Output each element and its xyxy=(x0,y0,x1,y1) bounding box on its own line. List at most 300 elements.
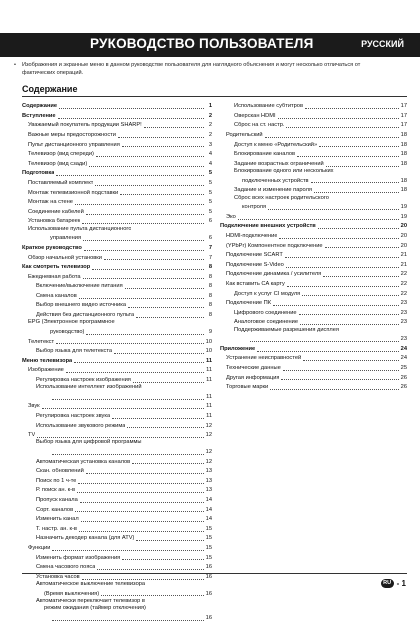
toc-entry-title: Другая информация xyxy=(226,374,280,381)
toc-entry-title: Изображение xyxy=(28,367,64,374)
toc-entry-title: Устранение неисправностей xyxy=(226,355,302,362)
toc-entry xyxy=(22,149,212,159)
toc-leader-dots xyxy=(144,120,204,128)
toc-entry xyxy=(22,197,212,207)
toc-entry xyxy=(220,250,407,260)
notice-text xyxy=(14,61,382,77)
toc-leader-dots xyxy=(250,334,399,342)
toc-entry-page: 18 xyxy=(400,160,407,167)
toc-leader-dots xyxy=(79,524,204,532)
toc-entry-page: 26 xyxy=(400,384,407,391)
toc-entry xyxy=(22,336,212,346)
toc-leader-dots xyxy=(75,197,204,205)
toc-entry-title: Блокирование каналов xyxy=(234,151,296,158)
toc-entry xyxy=(22,346,212,356)
toc-entry-page: 21 xyxy=(400,261,407,268)
toc-entry-title: Сброс на ст. настр. xyxy=(234,122,285,129)
toc-entry-page: 23 xyxy=(400,319,407,326)
toc-entry xyxy=(220,202,407,212)
toc-entry-title: Телевизор (вид сзади) xyxy=(28,160,88,167)
toc-entry-page: 8 xyxy=(208,302,212,309)
toc-leader-dots xyxy=(326,159,399,167)
toc-entry xyxy=(22,466,212,476)
toc-entry-title: Регулировка настроек изображения xyxy=(36,376,131,383)
toc-entry xyxy=(22,243,212,253)
toc-entry-title: Доступ к услуг CI модуля xyxy=(234,290,301,297)
toc-entry xyxy=(220,298,407,308)
toc-entry-title: TV xyxy=(28,432,36,439)
toc-entry-page: 5 xyxy=(208,199,212,206)
toc-entry-page: 18 xyxy=(400,187,407,194)
toc-entry-page: 3 xyxy=(208,141,212,148)
toc-leader-dots xyxy=(86,327,204,335)
manual-title: РУКОВОДСТВО ПОЛЬЗОВАТЕЛЯ xyxy=(90,36,314,51)
toc-entry xyxy=(220,372,407,382)
toc-entry xyxy=(22,447,212,457)
toc-entry xyxy=(220,353,407,363)
toc-leader-dots xyxy=(118,130,204,138)
toc-entry xyxy=(22,355,212,365)
toc-entry-title: Торговые марки xyxy=(226,384,269,391)
toc-entry xyxy=(220,279,407,289)
divider-bottom xyxy=(22,573,407,574)
toc-entry-title: Подключение SCART xyxy=(226,252,283,259)
toc-leader-dots xyxy=(82,216,204,224)
toc-entry-page: 14 xyxy=(205,497,212,504)
toc-entry-title: Установка батареек xyxy=(28,218,81,225)
toc-leader-dots xyxy=(114,346,204,354)
toc-entry xyxy=(22,327,212,337)
toc-entry xyxy=(22,439,212,446)
toc-entry-title: Меню телевизора xyxy=(22,357,73,364)
toc-entry-title: Телетекст xyxy=(28,338,55,345)
toc-entry-title: Выбор языка для телетекста xyxy=(36,348,113,355)
toc-entry xyxy=(220,149,407,159)
toc-entry-page: 11 xyxy=(206,376,212,383)
toc-leader-dots xyxy=(52,613,204,621)
toc-entry xyxy=(220,120,407,130)
page-number: - 1 xyxy=(396,579,406,588)
toc-leader-dots xyxy=(300,317,399,325)
toc-entry xyxy=(22,401,212,411)
toc-leader-dots xyxy=(299,307,399,315)
toc-entry-title: Подключение динамика / усилителя xyxy=(226,271,322,278)
toc-entry-title: Пропуск канала xyxy=(36,497,78,504)
toc-entry xyxy=(220,288,407,298)
toc-leader-dots xyxy=(59,101,204,109)
toc-entry-page: 16 xyxy=(205,564,212,571)
toc-entry-title: Приложение xyxy=(220,345,256,352)
toc-entry xyxy=(220,111,407,121)
toc-entry-page: 16 xyxy=(205,614,212,621)
toc-leader-dots xyxy=(78,476,203,484)
toc-entry-page: 23 xyxy=(400,309,407,316)
toc-entry-title: Сброс всех настроек родительского xyxy=(234,194,329,201)
toc-entry xyxy=(220,130,407,140)
toc-entry-title: Уважаемый покупатель продукции SHARP! xyxy=(28,122,142,129)
toc-entry-page: 5 xyxy=(208,170,212,177)
page-header xyxy=(0,33,420,57)
toc-entry xyxy=(22,233,212,243)
toc-entry-page: 11 xyxy=(205,357,212,364)
toc-entry-title: (YPbPr) Компонентное подключение xyxy=(226,242,323,249)
toc-entry-page: 18 xyxy=(400,141,407,148)
toc-entry-page: 8 xyxy=(208,292,212,299)
toc-entry xyxy=(220,175,407,185)
toc-entry-page: 14 xyxy=(205,506,212,513)
toc-entry-title: Поддерживаемые разрешения дисплея xyxy=(234,326,339,333)
toc-entry-page: 2 xyxy=(208,122,212,129)
toc-entry-page: 5 xyxy=(208,189,212,196)
toc-entry xyxy=(22,495,212,505)
toc-entry xyxy=(22,226,212,233)
toc-entry-title: Подключение внешних устройств xyxy=(220,223,316,230)
toc-entry xyxy=(22,130,212,140)
toc-leader-dots xyxy=(297,149,399,157)
toc-leader-dots xyxy=(281,372,398,380)
toc-entry-title: Эко xyxy=(226,213,236,220)
toc-leader-dots xyxy=(325,240,399,248)
toc-entry-title: Использование пульта дистанционного xyxy=(28,225,132,232)
toc-leader-dots xyxy=(75,504,204,512)
toc-entry xyxy=(220,139,407,149)
toc-entry xyxy=(22,562,212,572)
toc-leader-dots xyxy=(127,420,203,428)
toc-entry xyxy=(22,485,212,495)
section-title: Содержание xyxy=(22,84,78,94)
toc-entry-page: 12 xyxy=(205,458,212,465)
toc-entry-page: 19 xyxy=(400,204,407,211)
toc-leader-dots xyxy=(81,514,204,522)
toc-leader-dots xyxy=(303,353,399,361)
toc-entry-page: 2 xyxy=(208,132,212,139)
toc-leader-dots xyxy=(52,392,204,400)
toc-entry-title: Вступление xyxy=(22,112,56,119)
toc-entry-title: Включение/выключение питания xyxy=(36,283,123,290)
toc-entry-title: (Время выключения) xyxy=(44,590,100,597)
toc-leader-dots xyxy=(95,178,204,186)
toc-leader-dots xyxy=(79,291,204,299)
toc-entry-page: 8 xyxy=(208,273,212,280)
toc-entry xyxy=(22,168,212,178)
toc-entry-page: 15 xyxy=(205,554,212,561)
toc-entry xyxy=(22,411,212,421)
toc-leader-dots xyxy=(314,185,399,193)
toc-entry-page: 22 xyxy=(400,290,407,297)
toc-entry-title: Автоматическое выключение телевизора xyxy=(36,581,146,588)
toc-entry xyxy=(220,307,407,317)
toc-entry-title: Назначить декодер канала (для ATV) xyxy=(36,535,135,542)
toc-entry-title: Задание и изменение пароля xyxy=(234,187,312,194)
toc-entry-page: 22 xyxy=(400,280,407,287)
toc-entry-page: 8 xyxy=(208,264,212,271)
toc-leader-dots xyxy=(268,202,399,210)
toc-entry-title: Обзор начальной установки xyxy=(28,254,102,261)
toc-entry-title: Родительский xyxy=(226,132,263,139)
toc-leader-dots xyxy=(84,243,204,251)
toc-leader-dots xyxy=(120,187,204,195)
toc-entry-title: Телевизор (вид спереди) xyxy=(28,151,94,158)
toc-entry-page: 18 xyxy=(400,151,407,158)
toc-entry xyxy=(22,533,212,543)
toc-entry-page: 17 xyxy=(400,112,407,119)
toc-leader-dots xyxy=(56,336,204,344)
toc-entry-page: 1 xyxy=(208,103,212,110)
toc-entry xyxy=(22,588,212,598)
toc-leader-dots xyxy=(132,456,203,464)
toc-entry-title: Оверскан HDMI xyxy=(234,112,276,119)
toc-leader-dots xyxy=(83,271,204,279)
toc-entry-title: Т. настр. ан. к-в xyxy=(36,525,77,532)
toc-entry-title: Поставляемый комплект xyxy=(28,180,94,187)
toc-entry-page: 17 xyxy=(400,103,407,110)
toc-entry-title: Подключение ПК xyxy=(226,300,272,307)
toc-entry-title: Соединение кабелей xyxy=(28,208,84,215)
toc-leader-dots xyxy=(52,543,203,551)
toc-entry-page: 15 xyxy=(205,535,212,542)
toc-entry-title: Действия без дистанционного пульта xyxy=(36,312,135,319)
toc-entry xyxy=(22,120,212,130)
toc-entry-title: Функции xyxy=(28,545,51,552)
toc-leader-dots xyxy=(52,447,204,455)
toc-entry xyxy=(220,212,407,222)
toc-entry-page: 13 xyxy=(205,468,212,475)
toc-leader-dots xyxy=(83,233,204,241)
toc-entry-title: Доступ к меню «Родительский» xyxy=(234,141,318,148)
toc-entry xyxy=(22,375,212,385)
toc-leader-dots xyxy=(125,281,204,289)
toc-entry-page: 23 xyxy=(400,300,407,307)
toc-entry-page: 15 xyxy=(205,545,212,552)
toc-leader-dots xyxy=(89,159,204,167)
toc-entry xyxy=(220,382,407,392)
toc-entry-page: 12 xyxy=(205,422,212,429)
toc-leader-dots xyxy=(285,250,399,258)
toc-leader-dots xyxy=(122,139,204,147)
toc-entry-page: 11 xyxy=(206,413,212,419)
language-label: РУССКИЙ xyxy=(361,39,404,49)
toc-left-column xyxy=(22,101,212,622)
toc-entry xyxy=(22,252,212,262)
toc-entry xyxy=(220,344,407,354)
toc-entry xyxy=(220,317,407,327)
toc-leader-dots xyxy=(58,111,204,119)
toc-entry-title: Использование звукового режима xyxy=(36,422,126,429)
toc-entry-title: Содержание xyxy=(22,103,58,110)
toc-entry-title: Как смотреть телевизор xyxy=(22,264,91,271)
toc-entry xyxy=(22,319,212,326)
toc-entry xyxy=(22,476,212,486)
toc-entry-title: Поиск по 1 ч-те xyxy=(36,477,77,484)
toc-entry xyxy=(22,384,212,391)
toc-entry xyxy=(22,392,212,402)
toc-leader-dots xyxy=(122,552,203,560)
toc-entry-title: Смена каналов xyxy=(36,292,77,299)
toc-leader-dots xyxy=(86,466,204,474)
language-badge: RU xyxy=(381,579,394,588)
toc-leader-dots xyxy=(302,288,398,296)
toc-entry xyxy=(22,613,212,622)
toc-entry-page: 9 xyxy=(208,328,212,335)
toc-entry-page: 15 xyxy=(205,525,212,532)
toc-leader-dots xyxy=(112,411,204,419)
toc-entry xyxy=(22,605,212,612)
toc-entry xyxy=(22,300,212,310)
toc-leader-dots xyxy=(80,495,204,503)
toc-leader-dots xyxy=(257,344,398,352)
toc-entry xyxy=(22,111,212,121)
toc-entry xyxy=(220,260,407,270)
toc-entry xyxy=(220,269,407,279)
toc-entry xyxy=(22,552,212,562)
toc-leader-dots xyxy=(318,221,399,229)
toc-entry xyxy=(22,207,212,217)
toc-leader-dots xyxy=(305,101,399,109)
toc-entry-page: 24 xyxy=(400,345,407,352)
toc-entry xyxy=(22,216,212,226)
toc-leader-dots xyxy=(104,252,204,260)
toc-entry xyxy=(22,598,212,605)
toc-entry xyxy=(22,159,212,169)
toc-entry-page: 20 xyxy=(400,223,407,230)
toc-entry xyxy=(220,159,407,169)
toc-entry-title: Монтаж на стене xyxy=(28,199,73,206)
toc-right-column xyxy=(220,101,407,392)
toc-leader-dots xyxy=(286,120,398,128)
toc-entry-page: 8 xyxy=(208,312,212,319)
toc-leader-dots xyxy=(286,260,399,268)
toc-entry xyxy=(22,456,212,466)
toc-entry-page: 24 xyxy=(400,355,407,362)
toc-entry-title: Использование субтитров xyxy=(234,103,303,110)
toc-entry xyxy=(220,195,407,202)
toc-leader-dots xyxy=(37,430,203,438)
toc-leader-dots xyxy=(77,485,204,493)
toc-entry-page: 7 xyxy=(208,244,212,251)
toc-entry-page: 10 xyxy=(205,348,212,355)
toc-leader-dots xyxy=(279,231,398,239)
toc-leader-dots xyxy=(86,207,204,215)
toc-entry-page: 21 xyxy=(400,252,407,259)
toc-entry xyxy=(22,281,212,291)
toc-entry-page: 16 xyxy=(205,590,212,597)
divider-top xyxy=(22,96,407,97)
toc-entry-title: Регулировка настроек звука xyxy=(36,413,111,419)
toc-entry-title: управления xyxy=(50,235,82,242)
toc-entry xyxy=(22,187,212,197)
toc-entry-page: 25 xyxy=(400,365,407,372)
toc-entry xyxy=(22,291,212,301)
toc-leader-dots xyxy=(97,562,203,570)
toc-entry-title: Сорт. каналов xyxy=(36,506,74,513)
toc-entry-page: 7 xyxy=(208,254,212,261)
toc-entry-title: Звук xyxy=(28,403,40,410)
toc-entry xyxy=(22,514,212,524)
toc-entry-page: 20 xyxy=(400,242,407,249)
toc-entry xyxy=(22,310,212,320)
toc-entry-title: Использование интеллект изображений xyxy=(36,384,142,391)
toc-entry-title: руководство) xyxy=(50,328,85,335)
toc-entry xyxy=(22,581,212,588)
toc-entry-page: 12 xyxy=(205,432,212,439)
notice-body: Изображения и экранные меню в данном руководстве пользователя для наглядного объяснения и могут несколько отличаться от фактических операций. xyxy=(22,62,361,76)
toc-entry-page: 20 xyxy=(400,233,407,240)
toc-entry-page: 26 xyxy=(400,374,407,381)
toc-leader-dots xyxy=(311,175,399,183)
toc-entry-title: EPG (Электронное программное xyxy=(28,319,115,326)
toc-leader-dots xyxy=(74,355,204,363)
toc-entry-title: Краткое руководство xyxy=(22,244,82,251)
toc-entry-page: 11 xyxy=(206,393,212,400)
page-footer xyxy=(381,579,406,588)
toc-entry xyxy=(22,271,212,281)
toc-entry-page: 18 xyxy=(400,132,407,139)
toc-entry-page: 4 xyxy=(208,151,212,158)
toc-leader-dots xyxy=(287,279,399,287)
toc-entry-title: Ежедневная работа xyxy=(28,273,81,280)
toc-entry xyxy=(220,185,407,195)
toc-leader-dots xyxy=(265,130,399,138)
toc-entry-page: 11 xyxy=(206,403,212,410)
toc-leader-dots xyxy=(128,300,204,308)
toc-entry-title: Установка часов xyxy=(36,573,80,580)
toc-entry-page: 22 xyxy=(400,271,407,278)
toc-entry xyxy=(22,178,212,188)
toc-entry xyxy=(22,420,212,430)
toc-entry-page: 19 xyxy=(400,213,407,220)
toc-entry xyxy=(220,240,407,250)
toc-leader-dots xyxy=(136,310,204,318)
toc-entry-page: 6 xyxy=(208,235,212,242)
toc-entry-title: Важные меры предосторожности xyxy=(28,132,116,139)
toc-entry-title: Р. поиск ан. к-в xyxy=(36,487,76,494)
toc-entry-page: 5 xyxy=(208,208,212,215)
toc-entry xyxy=(22,262,212,272)
toc-entry-page: 23 xyxy=(400,336,407,343)
toc-entry-title: Автоматически переключает телевизор в xyxy=(36,597,145,604)
toc-entry-title: Цифрового соединение xyxy=(234,309,297,316)
toc-entry xyxy=(22,524,212,534)
toc-entry xyxy=(22,365,212,375)
toc-entry-title: Выбор языка для цифровой программы xyxy=(36,439,142,446)
toc-leader-dots xyxy=(323,269,398,277)
toc-leader-dots xyxy=(319,139,399,147)
toc-entry xyxy=(220,168,407,175)
toc-entry xyxy=(220,231,407,241)
toc-entry-title: Технические данные xyxy=(226,365,281,372)
toc-entry-page: 17 xyxy=(400,122,407,129)
toc-entry-page: 11 xyxy=(206,367,212,374)
toc-leader-dots xyxy=(66,365,204,373)
toc-entry-title: Изменить канал xyxy=(36,516,79,523)
toc-entry-title: Аналоговое соединение xyxy=(234,319,299,326)
toc-entry-page: 6 xyxy=(208,218,212,225)
toc-entry-title: Подключение S-Video xyxy=(226,261,284,268)
toc-entry-title: режим ожидания (таймер отключения) xyxy=(44,605,146,612)
toc-entry-title: Смена часового пояса xyxy=(36,564,96,571)
toc-entry xyxy=(22,101,212,111)
toc-entry xyxy=(220,327,407,334)
toc-leader-dots xyxy=(283,363,399,371)
toc-entry-title: HDMI-подключение xyxy=(226,233,278,240)
toc-leader-dots xyxy=(42,401,204,409)
toc-leader-dots xyxy=(92,262,204,270)
toc-entry-page: 5 xyxy=(208,180,212,187)
toc-leader-dots xyxy=(133,375,204,383)
toc-entry xyxy=(220,221,407,231)
toc-entry-title: контроля xyxy=(242,204,267,211)
toc-entry-page: 12 xyxy=(205,449,212,456)
